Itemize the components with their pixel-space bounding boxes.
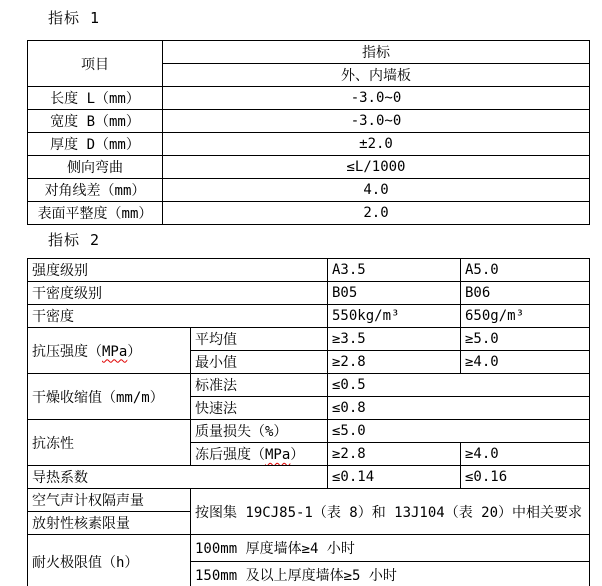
table-row bbox=[28, 110, 590, 133]
table-row bbox=[28, 535, 590, 562]
cell-compressive-avg-label: 平均值 bbox=[191, 328, 328, 351]
table-row bbox=[28, 420, 590, 443]
cell-thermal-b: ≤0.16 bbox=[461, 466, 590, 489]
cell-fire-150mm-value: 150mm 及以上厚度墙体≥5 小时 bbox=[191, 562, 590, 586]
spec-table-1 bbox=[27, 40, 590, 225]
spec-table-2 bbox=[27, 258, 590, 586]
table-row bbox=[28, 305, 590, 328]
cell-shrinkage-standard-label: 标准法 bbox=[191, 374, 328, 397]
cell-length-label: 长度 L（mm） bbox=[28, 87, 163, 110]
table-row bbox=[28, 259, 590, 282]
cell-frost-post-strength-label bbox=[191, 443, 328, 466]
cell-shrinkage-standard-value: ≤0.5 bbox=[328, 374, 590, 397]
cell-frost-post-strength-a: ≥2.8 bbox=[328, 443, 461, 466]
cell-radioactive-label: 放射性核素限量 bbox=[28, 512, 191, 535]
label-text: 抗压强度（ bbox=[32, 343, 102, 360]
cell-compressive-min-b: ≥4.0 bbox=[461, 351, 590, 374]
cell-frost-mass-loss-label: 质量损失（%） bbox=[191, 420, 328, 443]
cell-strength-grade-label: 强度级别 bbox=[28, 259, 328, 282]
table-row bbox=[28, 87, 590, 110]
cell-dry-density-label: 干密度 bbox=[28, 305, 328, 328]
cell-width-label: 宽度 B（mm） bbox=[28, 110, 163, 133]
cell-diagonal-value: 4.0 bbox=[163, 179, 590, 202]
cell-frost-mass-loss-value: ≤5.0 bbox=[328, 420, 590, 443]
cell-strength-grade-b: A5.0 bbox=[461, 259, 590, 282]
cell-thickness-value: ±2.0 bbox=[163, 133, 590, 156]
cell-dry-density-b: 650g/m³ bbox=[461, 305, 590, 328]
header-cell-panel-type: 外、内墙板 bbox=[163, 64, 590, 87]
table-row bbox=[28, 179, 590, 202]
cell-compressive-avg-b: ≥5.0 bbox=[461, 328, 590, 351]
cell-compressive-min-label: 最小值 bbox=[191, 351, 328, 374]
cell-frost-label: 抗冻性 bbox=[28, 420, 191, 466]
table-row bbox=[28, 489, 590, 512]
cell-flatness-value: 2.0 bbox=[163, 202, 590, 225]
cell-shrinkage-rapid-label: 快速法 bbox=[191, 397, 328, 420]
cell-frost-post-strength-b: ≥4.0 bbox=[461, 443, 590, 466]
cell-fire-limit-label: 耐火极限值（h） bbox=[28, 535, 191, 586]
label-text: ） bbox=[290, 447, 305, 463]
cell-lateral-bend-value: ≤L/1000 bbox=[163, 156, 590, 179]
spellcheck-marked-text: MPa bbox=[265, 447, 291, 463]
table-row bbox=[28, 328, 590, 351]
cell-length-value: -3.0~0 bbox=[163, 87, 590, 110]
cell-compressive-label bbox=[28, 328, 191, 374]
cell-compressive-avg-a: ≥3.5 bbox=[328, 328, 461, 351]
cell-compressive-min-a: ≥2.8 bbox=[328, 351, 461, 374]
cell-thickness-label: 厚度 D（mm） bbox=[28, 133, 163, 156]
cell-shrinkage-label: 干燥收缩值（mm/m） bbox=[28, 374, 191, 420]
header-cell-item: 项目 bbox=[28, 41, 163, 87]
cell-diagonal-label: 对角线差（mm） bbox=[28, 179, 163, 202]
label-text: ） bbox=[127, 343, 142, 360]
cell-thermal-a: ≤0.14 bbox=[328, 466, 461, 489]
table-row bbox=[28, 202, 590, 225]
cell-thermal-label: 导热系数 bbox=[28, 466, 328, 489]
header-cell-indicator: 指标 bbox=[163, 41, 590, 64]
table-row bbox=[28, 156, 590, 179]
cell-sound-insulation-label: 空气声计权隔声量 bbox=[28, 489, 191, 512]
section-title-spec1: 指标 1 bbox=[48, 9, 101, 27]
spellcheck-marked-text: MPa bbox=[102, 343, 128, 360]
cell-dry-density-grade-b: B06 bbox=[461, 282, 590, 305]
table-row bbox=[28, 41, 590, 64]
section-title-spec2: 指标 2 bbox=[48, 231, 101, 249]
cell-sound-radio-value: 按图集 19CJ85-1（表 8）和 13J104（表 20）中相关要求 bbox=[191, 489, 590, 535]
cell-dry-density-a: 550kg/m³ bbox=[328, 305, 461, 328]
cell-strength-grade-a: A3.5 bbox=[328, 259, 461, 282]
table-row bbox=[28, 466, 590, 489]
cell-dry-density-grade-label: 干密度级别 bbox=[28, 282, 328, 305]
table-row bbox=[28, 133, 590, 156]
cell-width-value: -3.0~0 bbox=[163, 110, 590, 133]
table-row bbox=[28, 282, 590, 305]
cell-dry-density-grade-a: B05 bbox=[328, 282, 461, 305]
cell-flatness-label: 表面平整度（mm） bbox=[28, 202, 163, 225]
label-text: 冻后强度（ bbox=[195, 447, 265, 463]
table-row bbox=[28, 374, 590, 397]
cell-shrinkage-rapid-value: ≤0.8 bbox=[328, 397, 590, 420]
cell-lateral-bend-label: 侧向弯曲 bbox=[28, 156, 163, 179]
cell-fire-100mm-value: 100mm 厚度墙体≥4 小时 bbox=[191, 535, 590, 562]
